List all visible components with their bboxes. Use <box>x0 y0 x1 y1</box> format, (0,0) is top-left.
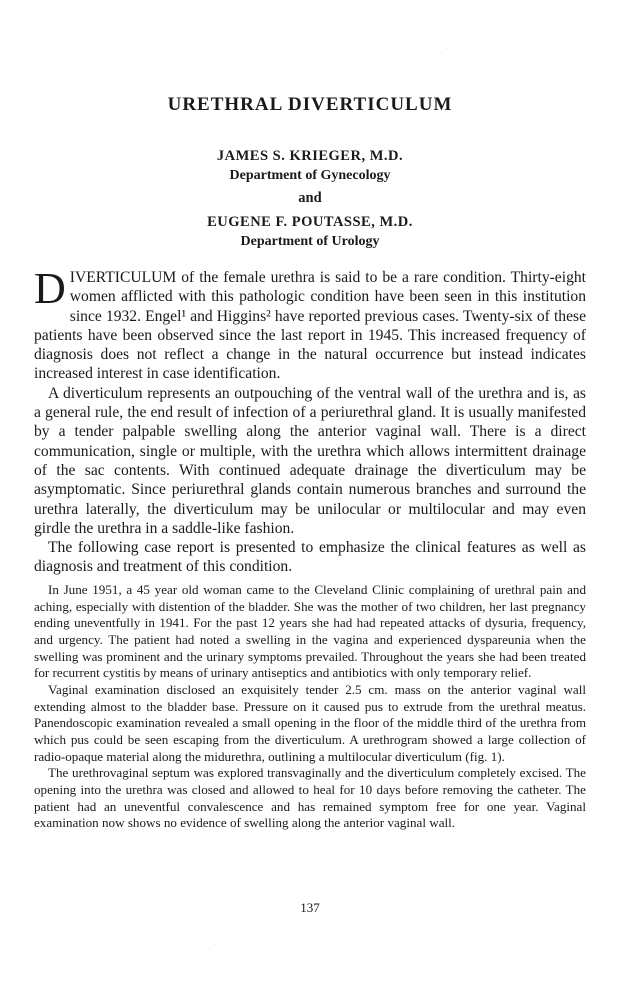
page-number: 137 <box>300 900 320 915</box>
author-block-2 <box>0 212 620 252</box>
article-title: URETHRAL DIVERTICULUM <box>167 94 453 115</box>
case-report <box>34 582 586 832</box>
scan-speck: · <box>446 46 448 52</box>
author-department: Department of Urology <box>240 234 380 249</box>
intro-paragraph: The following case report is presented to emphasize the clinical features as well as diagnosis and treatment of this condition. <box>34 539 586 576</box>
case-paragraph: The urethrovaginal septum was explored transvaginally and the diverticulum completely excised. The opening into the urethra was closed and allowed to heal for 10 days before removing the catheter. The patient had an uneventful convalescence and has remained symptom free for one year. Vaginal examination now shows no evidence of swelling along the anterior vaginal wall. <box>34 765 586 831</box>
intro-paragraph-text: IVERTICULUM of the female urethra is said to be a rare condition. Thirty-eight women afflicted with this pathologic condition have been seen in this institution since 1932. Engel¹ and Higgins² have reported previous cases. Twenty-six of these patients have been observed since the last report in 1945. This increased frequency of diagnosis does not reflect a change in the natural occurrence but instead indicates increased interest in case identification. <box>34 269 586 383</box>
introduction <box>34 264 586 577</box>
author-name: EUGENE F. POUTASSE, M.D. <box>207 214 413 230</box>
case-paragraph: Vaginal examination disclosed an exquisitely tender 2.5 cm. mass on the anterior vaginal wall extending almost to the bladder base. Pressure on it caused pus to extrude from the urethral meatus. Panendoscopic examination revealed a small opening in the floor of the middle third of the urethra from which pus could be seen escaping from the diverticulum. A urethrogram showed a large collection of radio-opaque material along the midurethra, outlining a multilocular diverticulum (fig. 1). <box>34 681 586 764</box>
case-paragraph: In June 1951, a 45 year old woman came to the Cleveland Clinic complaining of urethral pain and aching, especially with distention of the bladder. She was the mother of two children, her last pregnancy ending uneventfully in 1941. For the past 12 years she had had repeated attacks of dysuria, frequency, and urgency. The patient had noted a swelling in the vagina and experienced dyspareunia when the swelling was prominent and the urinary symptoms prevailed. Throughout the years she had been treated for recurrent cystitis by means of urinary antiseptics and antibiotics with only temporary relief. <box>34 582 586 681</box>
author-conjunction: and <box>298 190 322 206</box>
author-block-1 <box>0 146 620 186</box>
author-name: JAMES S. KRIEGER, M.D. <box>216 148 404 164</box>
author-department: Department of Gynecology <box>229 168 391 183</box>
scan-speck: · <box>214 942 216 948</box>
intro-paragraph <box>34 264 586 384</box>
intro-paragraph: A diverticulum represents an outpouching of the ventral wall of the urethra and is, as a general rule, the end result of infection of a periurethral gland. It is usually manifested by a tender palpable swelling along the anterior vaginal wall. There is a direct communication, single or multiple, with the urethra which allows intermittent drainage of the sac contents. With continued adequate drainage the diverticulum may be asymptomatic. Since periurethral glands contain numerous branches and surround the urethra laterally, the diverticulum may be unilocular or multilocular and may even girdle the urethra in a saddle-like fashion. <box>34 384 586 537</box>
drop-cap: D <box>34 264 66 313</box>
